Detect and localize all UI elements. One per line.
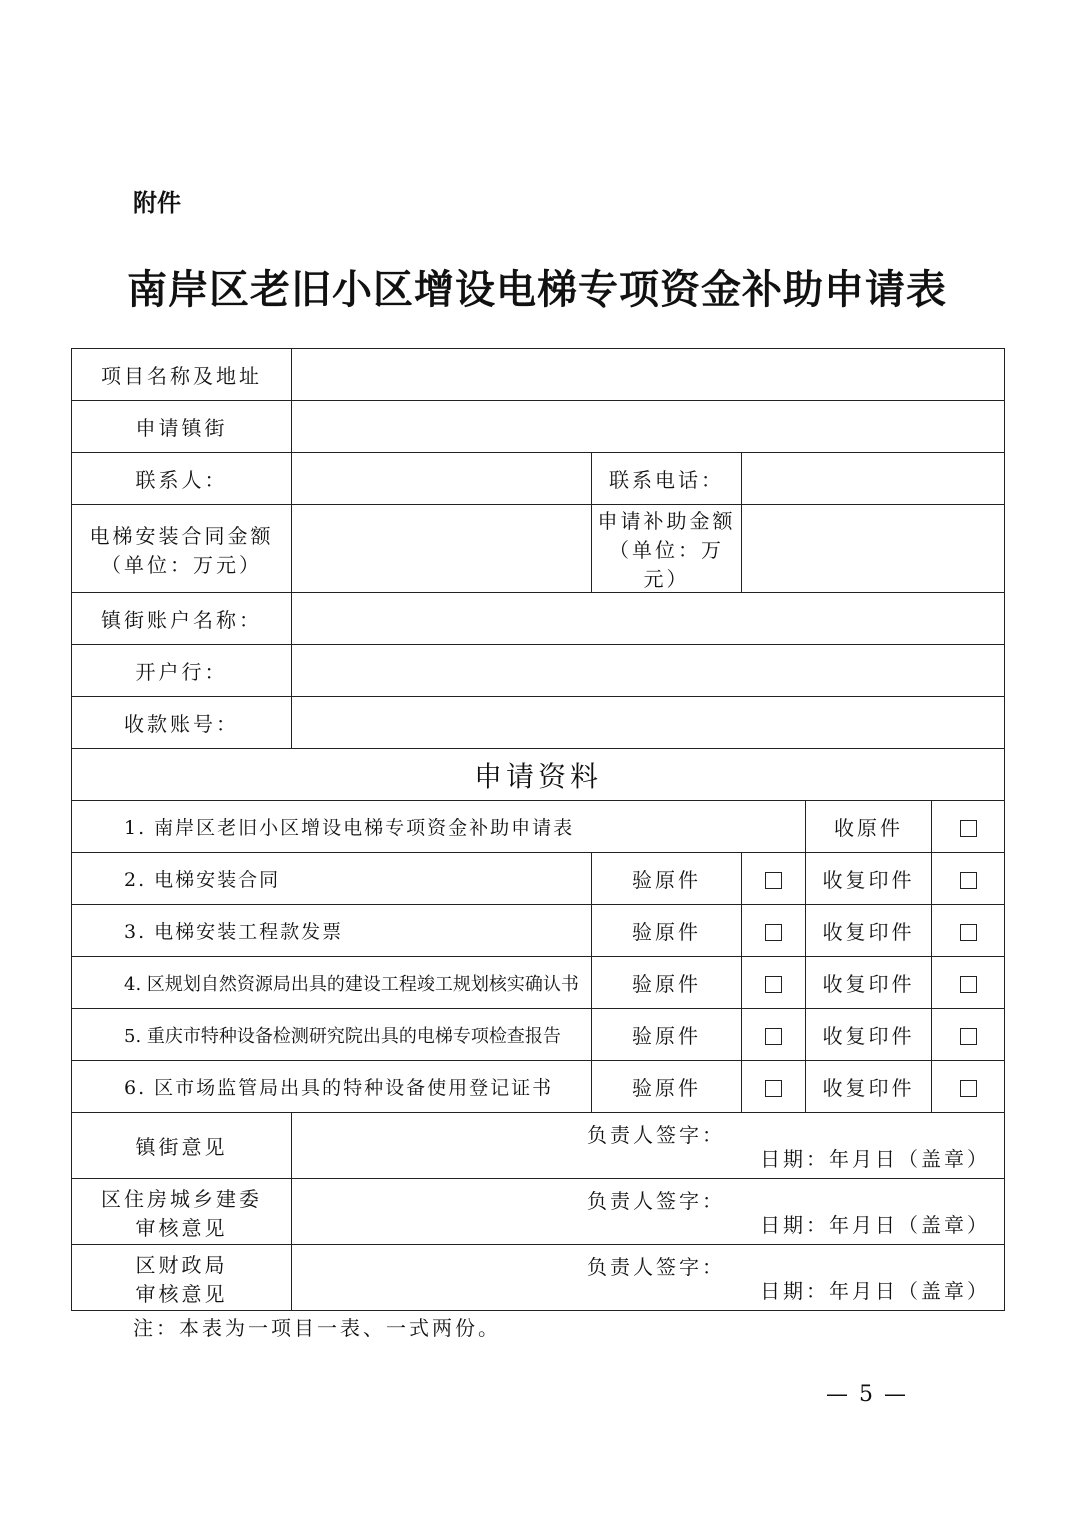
- project-name-field[interactable]: [292, 349, 1005, 401]
- attachment-label: 附件: [133, 189, 181, 217]
- verify-original-checkbox-2[interactable]: [742, 853, 806, 905]
- collect-original-label: 收原件: [806, 801, 932, 853]
- material-item-3: 3. 电梯安装工程款发票: [72, 905, 592, 957]
- subsidy-amount-label: [592, 505, 742, 593]
- application-form-table: [71, 348, 1005, 1311]
- collect-copy-label: 收复印件: [806, 905, 932, 957]
- collect-copy-checkbox-4[interactable]: [932, 957, 1005, 1009]
- date-seal-label: 日期：年月日（盖章）: [760, 1147, 991, 1171]
- housing-opinion-label: [72, 1179, 292, 1245]
- collect-original-checkbox-1[interactable]: [932, 801, 1005, 853]
- finance-opinion-field[interactable]: [292, 1245, 1005, 1311]
- checkbox-icon: [960, 1080, 977, 1097]
- contract-amount-label-line1: 电梯安装合同金额: [89, 523, 274, 548]
- collect-copy-checkbox-3[interactable]: [932, 905, 1005, 957]
- finance-opinion-label-line1: 区财政局: [135, 1252, 228, 1277]
- finance-opinion-label: [72, 1245, 292, 1311]
- checkbox-icon: [765, 976, 782, 993]
- phone-field[interactable]: [742, 453, 1005, 505]
- checkbox-icon: [960, 924, 977, 941]
- verify-original-checkbox-6[interactable]: [742, 1061, 806, 1113]
- subsidy-amount-label-line1: 申请补助金额: [597, 509, 736, 533]
- collect-copy-label: 收复印件: [806, 853, 932, 905]
- collect-copy-checkbox-5[interactable]: [932, 1009, 1005, 1061]
- street-field[interactable]: [292, 401, 1005, 453]
- contract-amount-field[interactable]: [292, 505, 592, 593]
- checkbox-icon: [960, 976, 977, 993]
- collect-copy-label: 收复印件: [806, 1061, 932, 1113]
- signature-label: 负责人签字：: [587, 1255, 725, 1279]
- verify-original-label: 验原件: [592, 853, 742, 905]
- material-item-4: 4. 区规划自然资源局出具的建设工程竣工规划核实确认书: [72, 957, 592, 1009]
- page-number: — 5 —: [826, 1382, 908, 1407]
- account-no-field[interactable]: [292, 697, 1005, 749]
- collect-copy-checkbox-2[interactable]: [932, 853, 1005, 905]
- account-name-label: 镇街账户名称：: [72, 593, 292, 645]
- town-opinion-field[interactable]: [292, 1113, 1005, 1179]
- housing-opinion-label-line2: 审核意见: [135, 1215, 228, 1240]
- material-item-5: 5. 重庆市特种设备检测研究院出具的电梯专项检查报告: [72, 1009, 592, 1061]
- contact-field[interactable]: [292, 453, 592, 505]
- checkbox-icon: [765, 872, 782, 889]
- contact-label: 联系人：: [72, 453, 292, 505]
- verify-original-checkbox-4[interactable]: [742, 957, 806, 1009]
- page-title: 南岸区老旧小区增设电梯专项资金补助申请表: [127, 267, 947, 313]
- checkbox-icon: [960, 1028, 977, 1045]
- materials-section-title: 申请资料: [72, 749, 1005, 801]
- collect-copy-label: 收复印件: [806, 1009, 932, 1061]
- town-opinion-label: 镇街意见: [72, 1113, 292, 1179]
- date-seal-label: 日期：年月日（盖章）: [760, 1279, 991, 1303]
- material-item-2: 2. 电梯安装合同: [72, 853, 592, 905]
- housing-opinion-field[interactable]: [292, 1179, 1005, 1245]
- phone-label: 联系电话：: [592, 453, 742, 505]
- account-name-field[interactable]: [292, 593, 1005, 645]
- bank-field[interactable]: [292, 645, 1005, 697]
- project-name-label: 项目名称及地址: [72, 349, 292, 401]
- verify-original-label: 验原件: [592, 1061, 742, 1113]
- contract-amount-unit: （单位：万元）: [101, 552, 262, 577]
- verify-original-label: 验原件: [592, 1009, 742, 1061]
- verify-original-label: 验原件: [592, 905, 742, 957]
- checkbox-icon: [960, 820, 977, 837]
- verify-original-label: 验原件: [592, 957, 742, 1009]
- verify-original-checkbox-5[interactable]: [742, 1009, 806, 1061]
- checkbox-icon: [960, 872, 977, 889]
- bank-label: 开户行：: [72, 645, 292, 697]
- subsidy-amount-unit: （单位：万元）: [609, 538, 724, 591]
- signature-label: 负责人签字：: [587, 1189, 725, 1213]
- finance-opinion-label-line2: 审核意见: [135, 1281, 228, 1306]
- street-label: 申请镇街: [72, 401, 292, 453]
- checkbox-icon: [765, 1080, 782, 1097]
- checkbox-icon: [765, 924, 782, 941]
- verify-original-checkbox-3[interactable]: [742, 905, 806, 957]
- housing-opinion-label-line1: 区住房城乡建委: [101, 1186, 262, 1211]
- collect-copy-checkbox-6[interactable]: [932, 1061, 1005, 1113]
- material-item-1: 1. 南岸区老旧小区增设电梯专项资金补助申请表: [72, 801, 806, 853]
- footer-note: 注：本表为一项目一表、一式两份。: [133, 1316, 501, 1340]
- collect-copy-label: 收复印件: [806, 957, 932, 1009]
- material-item-6: 6. 区市场监管局出具的特种设备使用登记证书: [72, 1061, 592, 1113]
- date-seal-label: 日期：年月日（盖章）: [760, 1213, 991, 1237]
- contract-amount-label: [72, 505, 292, 593]
- account-no-label: 收款账号：: [72, 697, 292, 749]
- subsidy-amount-field[interactable]: [742, 505, 1005, 593]
- signature-label: 负责人签字：: [587, 1123, 725, 1147]
- checkbox-icon: [765, 1028, 782, 1045]
